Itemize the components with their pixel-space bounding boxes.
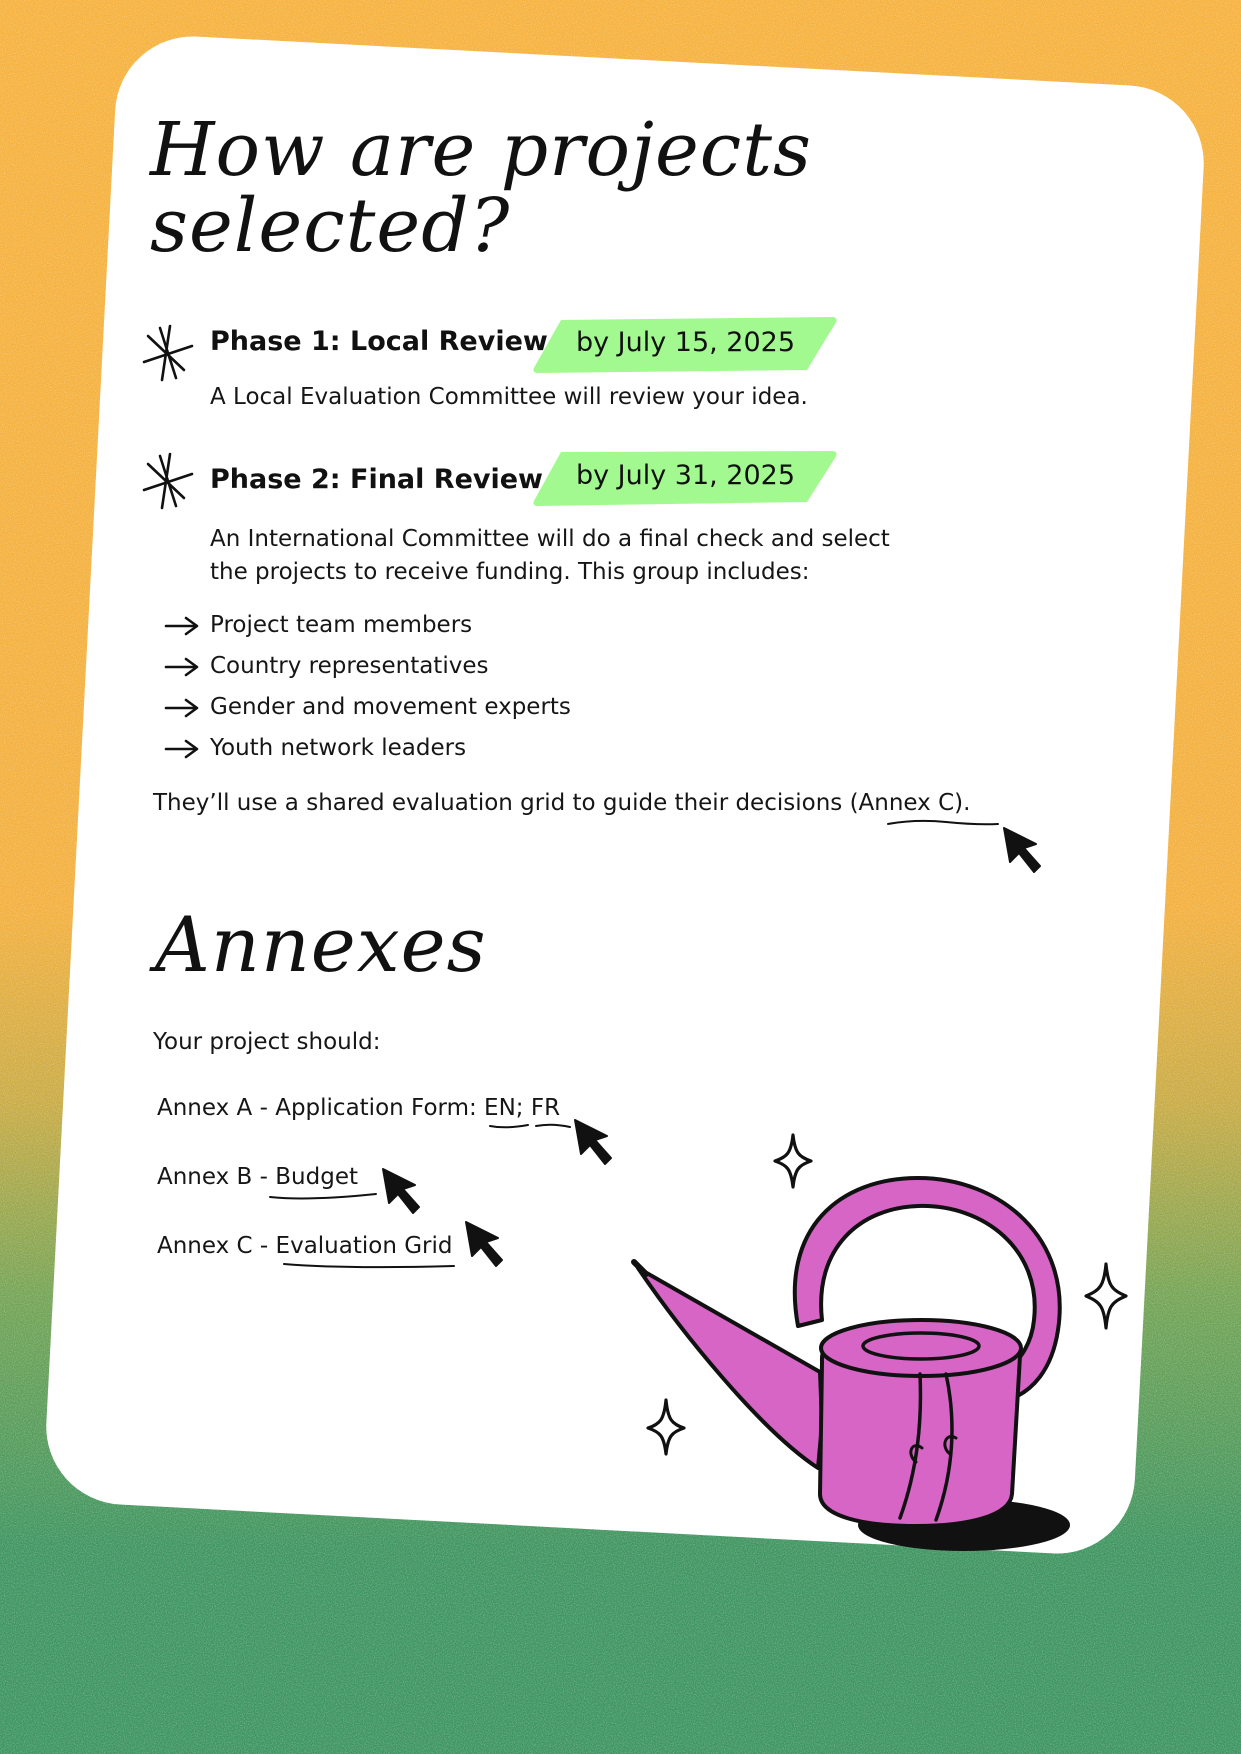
list-item [160,610,571,651]
arrow-right-icon [164,657,200,677]
annex-b-label: Annex B - [157,1164,276,1190]
sparkle-icon [773,1133,813,1189]
annex-a-label: Annex A - Application Form: [157,1095,477,1121]
phase-2-deadline: by July 31, 2025 [575,460,796,491]
cursor-icon [464,1220,506,1268]
annexes-title: Annexes [155,900,487,989]
asterisk-icon [140,322,196,384]
list-item [160,733,571,774]
list-item [160,651,571,692]
page-title [150,107,812,269]
list-item [160,692,571,733]
phase-1-deadline-badge [533,316,838,374]
sparkle-icon [646,1398,686,1456]
annex-c-label: Annex C - [157,1233,276,1259]
annex-a-row [157,1095,560,1121]
annex-c-underline [886,818,1002,830]
list-item-label: Gender and movement experts [210,694,571,720]
sparkle-icon [1084,1262,1128,1330]
evaluation-note [153,787,970,820]
committee-list [160,610,571,774]
annex-b-budget-link[interactable]: Budget [275,1164,358,1190]
annex-a-separator: ; [515,1095,524,1121]
page-title-line-2: selected? [150,183,511,269]
annex-c-link-underline [282,1260,458,1272]
annex-a-fr-link[interactable]: FR [530,1095,561,1121]
annex-a-en-link[interactable]: EN [484,1095,516,1121]
phase-1-title: Phase 1: Local Review [210,326,548,357]
phase-1-description: A Local Evaluation Committee will review your idea. [210,384,808,410]
annex-c-link[interactable]: (Annex C) [849,790,964,816]
list-item-label: Country representatives [210,653,489,679]
cursor-icon [573,1118,615,1166]
annex-c-row [157,1233,452,1259]
cursor-icon [381,1167,423,1215]
arrow-right-icon [164,739,200,759]
annex-b-row [157,1164,358,1190]
page-title-line-1: How are projects [150,107,812,193]
arrow-right-icon [164,698,200,718]
cursor-icon [1002,826,1044,874]
list-item-label: Youth network leaders [210,735,467,761]
list-item-label: Project team members [210,612,473,638]
evaluation-note-text: They’ll use a shared evaluation grid to guide their decisions [153,790,850,816]
phase-1-deadline: by July 15, 2025 [575,327,796,358]
annex-b-link-underline [268,1191,380,1203]
annex-a-link-underline [488,1121,572,1131]
arrow-right-icon [164,616,200,636]
watering-can-illustration [620,1120,1140,1560]
asterisk-icon [140,450,196,512]
phase-2-description-line-1: An International Committee will do a final check and select [210,526,890,552]
annex-c-grid-link[interactable]: Evaluation Grid [275,1233,453,1259]
annexes-intro: Your project should: [153,1029,381,1055]
phase-2-title: Phase 2: Final Review [210,464,544,495]
evaluation-note-period: . [963,790,971,816]
phase-2-description-line-2: the projects to receive funding. This group includes: [210,559,810,585]
phase-2-deadline-badge [533,449,838,507]
